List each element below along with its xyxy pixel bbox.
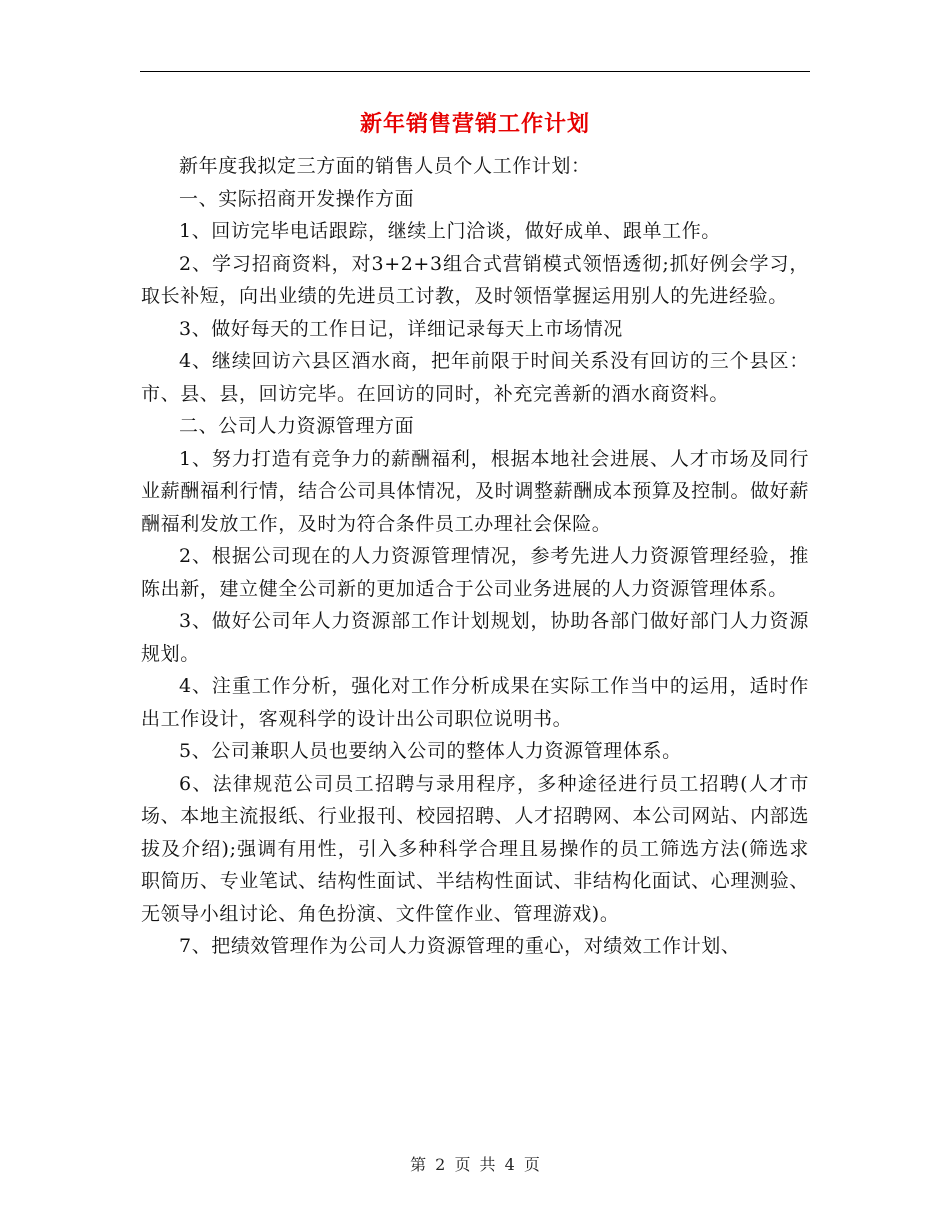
paragraph-item: 1、回访完毕电话跟踪，继续上门洽谈，做好成单、跟单工作。 (179, 220, 721, 242)
paragraph-item: 3、做好每天的工作日记，详细记录每天上市场情况 (179, 317, 623, 340)
paragraph-item: 3、做好公司年人力资源部工作计划规划，协助各部门做好部门人力资源规划。 (141, 610, 809, 665)
paragraph-item: 5、公司兼职人员也要纳入公司的整体人力资源管理体系。 (179, 740, 682, 762)
page-number: 第 2 页 共 4 页 (410, 1155, 540, 1174)
paragraph-intro: 新年度我拟定三方面的销售人员个人工作计划： (179, 155, 591, 177)
document-body (141, 150, 809, 963)
paragraph-item: 2、根据公司现在的人力资源管理情况，参考先进人力资源管理经验，推陈出新，建立健全公司新的更加适合于公司业务进展的人力资源管理体系。 (141, 545, 809, 600)
paragraph-item: 6、法律规范公司员工招聘与录用程序，多种途径进行员工招聘(人才市场、本地主流报纸、行业报刊、校园招聘、人才招聘网、本公司网站、内部选拔及介绍);强调有用性，引入多种科学合理且易操作的员工筛选方法(筛选求职简历、专业笔试、结构性面试、半结构性面试、非结构化面试、心理测验、无领导小组讨论、角色扮演、文件筐作业、管理游戏)。 (141, 772, 809, 925)
section-heading-investment: 一、实际招商开发操作方面 (179, 187, 415, 210)
document-title: 新年销售营销工作计划 (359, 111, 590, 137)
section-heading-hr: 二、公司人力资源管理方面 (179, 415, 415, 437)
paragraph-item: 1、努力打造有竞争力的薪酬福利，根据本地社会进展、人才市场及同行业薪酬福利行情，结合公司具体情况，及时调整薪酬成本预算及控制。做好薪酬福利发放工作，及时为符合条件员工办理社会保险。 (141, 447, 809, 535)
paragraph-item: 7、把绩效管理作为公司人力资源管理的重心，对绩效工作计划、 (179, 935, 741, 957)
paragraph-item: 4、继续回访六县区酒水商，把年前限于时间关系没有回访的三个县区：市、县、县，回访完毕。在回访的同时，补充完善新的酒水商资料。 (141, 350, 809, 405)
paragraph-item: 2、学习招商资料，对3+2+3组合式营销模式领悟透彻;抓好例会学习，取长补短，向出业绩的先进员工讨教，及时领悟掌握运用别人的先进经验。 (141, 252, 809, 307)
header-rule (140, 71, 810, 72)
paragraph-item: 4、注重工作分析，强化对工作分析成果在实际工作当中的运用，适时作出工作设计，客观科学的设计出公司职位说明书。 (141, 675, 809, 730)
